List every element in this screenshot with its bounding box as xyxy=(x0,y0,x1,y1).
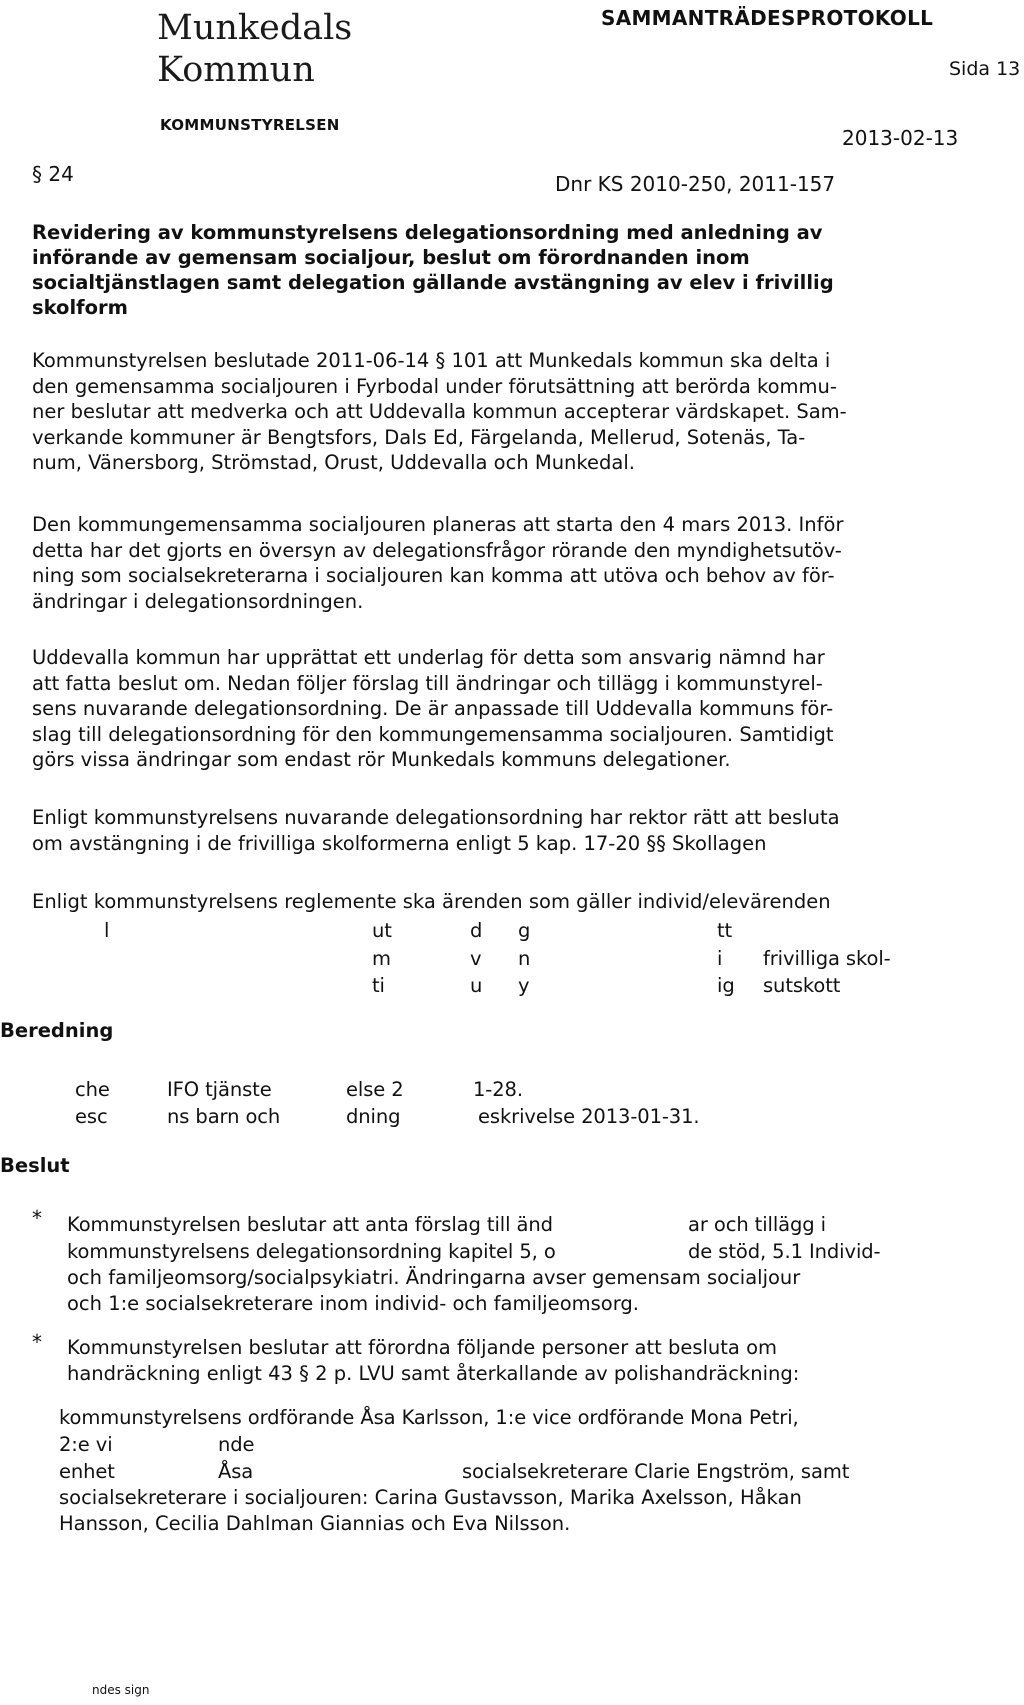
persons-list: nde xyxy=(218,1433,255,1456)
section-heading-beredning: Beredning xyxy=(0,1019,114,1042)
fragment-text: ut xyxy=(372,919,392,942)
document-title: Revidering av kommunstyrelsens delegationsordning med anledning av införande av gemensam socialjour, beslut om förordnanden inom socialtjänstlagen samt delegation gällande avstängning av elev i frivillig skolform xyxy=(32,221,834,319)
persons-list: kommunstyrelsens ordförande Åsa Karlsson, 1:e vice ordförande Mona Petri, xyxy=(59,1406,799,1429)
paragraph-background: Kommunstyrelsen beslutade 2011-06-14 § 101 att Munkedals kommun ska delta i den gemensamma socialjouren i Fyrbodal under förutsättning att berörda kommu- ner beslutar att medverka och att Uddevalla kommun accepterar värdskapet. Sam- verkande kommuner är Bengtsfors, Dals Ed, Färgelanda, Mellerud, Sotenäs, Ta- num, Vänersborg, Strömstad, Orust, Uddevalla och Munkedal. xyxy=(32,349,847,474)
fragment-text: esc xyxy=(75,1105,108,1128)
fragment-text: y xyxy=(518,974,530,997)
persons-list: Åsa xyxy=(218,1460,254,1483)
fragment-text: m xyxy=(372,947,391,970)
fragment-text: v xyxy=(470,947,482,970)
section-heading-beslut: Beslut xyxy=(0,1154,70,1177)
committee-name: KOMMUNSTYRELSEN xyxy=(160,116,340,134)
meeting-date: 2013-02-13 xyxy=(842,126,959,150)
paragraph-reglemente: Enligt kommunstyrelsens reglemente ska ärenden som gäller individ/elevärenden xyxy=(32,890,831,913)
page-number: Sida 13 xyxy=(949,58,1021,80)
bullet-marker: * xyxy=(32,1330,42,1354)
fragment-text: n xyxy=(518,947,531,970)
paragraph-rektor: Enligt kommunstyrelsens nuvarande delegationsordning har rektor rätt att besluta om avstängning i de frivilliga skolformerna enligt 5 kap. 17-20 §§ Skollagen xyxy=(32,806,840,855)
case-number: Dnr KS 2010-250, 2011-157 xyxy=(555,172,836,196)
fragment-text: u xyxy=(470,974,483,997)
decision-item-1-text: och familjeomsorg/socialpsykiatri. Ändringarna avser gemensam socialjour och 1:e socialsekreterare inom individ- och familjeomsorg. xyxy=(67,1266,801,1315)
decision-item-1-text: de stöd, 5.1 Individ- xyxy=(688,1240,881,1263)
paragraph-underlag: Uddevalla kommun har upprättat ett underlag för detta som ansvarig nämnd har att fatta beslut om. Nedan följer förslag till ändringar och tillägg i kommunstyrel- sens nuvarande delegationsordning. De är anpassade till Uddevalla kommuns för- slag till delegationsordning för den kommungemensamma socialjouren. Samtidigt görs vissa ändringar som endast rör Munkedals kommuns delegationer. xyxy=(32,646,834,771)
fragment-text: 1-28. xyxy=(473,1078,523,1101)
fragment-text: che xyxy=(75,1078,110,1101)
fragment-text: frivilliga skol- xyxy=(763,947,891,970)
decision-item-1-text: Kommunstyrelsen beslutar att anta förslag till änd xyxy=(67,1213,553,1236)
fragment-text: ti xyxy=(372,974,385,997)
fragment-text: ns barn och xyxy=(167,1105,281,1128)
bullet-marker: * xyxy=(32,1206,42,1230)
fragment-text: eskrivelse 2013-01-31. xyxy=(478,1105,700,1128)
fragment-text: l xyxy=(104,919,110,942)
fragment-text: tt xyxy=(717,919,733,942)
paragraph-planning: Den kommungemensamma socialjouren planeras att starta den 4 mars 2013. Inför detta har det gjorts en översyn av delegationsfrågor rörande den myndighetsutöv- ning som socialsekreterarna i socialjouren kan komma att utöva och behov av för- ändringar i delegationsordningen. xyxy=(32,513,844,613)
fragment-text: i xyxy=(717,947,723,970)
persons-list: enhet xyxy=(59,1460,115,1483)
fragment-text: sutskott xyxy=(763,974,841,997)
persons-list: 2:e vi xyxy=(59,1433,113,1456)
decision-item-2-text: Kommunstyrelsen beslutar att förordna följande personer att besluta om handräckning enligt 43 § 2 p. LVU samt återkallande av polishandräckning: xyxy=(67,1336,800,1385)
persons-list: socialsekreterare Clarie Engström, samt xyxy=(462,1460,850,1483)
document-type: SAMMANTRÄDESPROTOKOLL xyxy=(601,6,934,30)
fragment-text: ig xyxy=(717,974,735,997)
logo-municipality-line2: Kommun xyxy=(157,50,315,90)
paragraph-number: § 24 xyxy=(32,162,74,186)
decision-item-1-text: kommunstyrelsens delegationsordning kapitel 5, o xyxy=(67,1240,556,1263)
logo-municipality-line1: Munkedals xyxy=(157,8,353,48)
persons-list: socialsekreterare i socialjouren: Carina Gustavsson, Marika Axelsson, Håkan Hansson, Cecilia Dahlman Giannias och Eva Nilsson. xyxy=(59,1486,802,1535)
decision-item-1-text: ar och tillägg i xyxy=(688,1213,826,1236)
fragment-text: d xyxy=(470,919,483,942)
fragment-text: dning xyxy=(346,1105,401,1128)
fragment-text: IFO tjänste xyxy=(167,1078,272,1101)
signature-label: ndes sign xyxy=(92,1683,150,1697)
fragment-text: g xyxy=(518,919,531,942)
fragment-text: else 2 xyxy=(346,1078,404,1101)
